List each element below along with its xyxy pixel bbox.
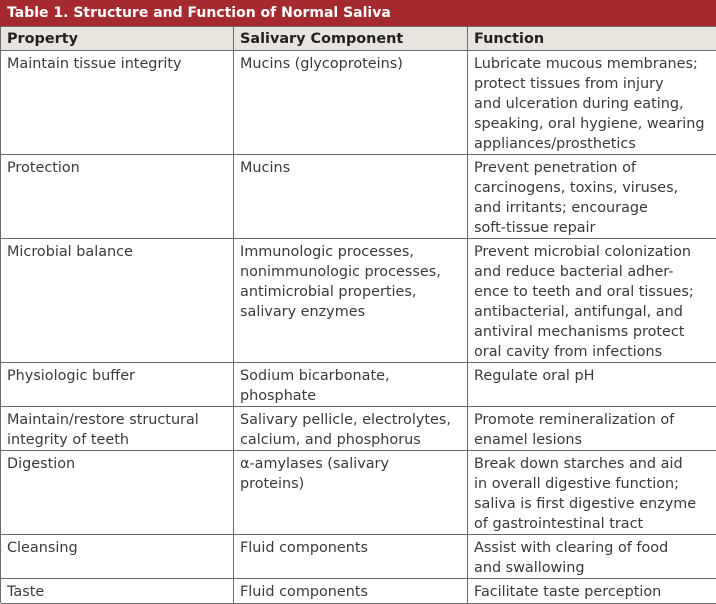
table-cell: Facilitate taste perception (468, 579, 716, 604)
table-cell: Prevent microbial colonization and reduce bacterial adher- ence to teeth and oral tissues; antibacterial, antifungal, and antiviral mechanisms protect oral cavity from infections (468, 239, 716, 363)
table-cell: Break down starches and aid in overall digestive function; saliva is first digestive enzyme of gastrointestinal tract (468, 451, 716, 535)
table-cell: Prevent penetration of carcinogens, toxins, viruses, and irritants; encourage soft-tissue repair (468, 155, 716, 239)
table-cell: Immunologic processes, nonimmunologic processes, antimicrobial properties, salivary enzymes (234, 239, 468, 363)
table-cell: Sodium bicarbonate, phosphate (234, 363, 468, 407)
table-cell: Protection (1, 155, 234, 239)
table-cell: Fluid components (234, 579, 468, 604)
table-cell: Maintain/restore structural integrity of teeth (1, 407, 234, 451)
table-cell: Regulate oral pH (468, 363, 716, 407)
table-cell: Digestion (1, 451, 234, 535)
table-cell: Lubricate mucous membranes; protect tissues from injury and ulceration during eating, speaking, oral hygiene, wearing appliances/prosthetics (468, 51, 716, 155)
table-cell: Mucins (234, 155, 468, 239)
header-property: Property (1, 27, 234, 51)
table-title: Table 1. Structure and Function of Normal Saliva (0, 0, 716, 26)
table-grid (0, 26, 716, 603)
table-cell: Assist with clearing of food and swallowing (468, 535, 716, 579)
table-cell: Salivary pellicle, electrolytes, calcium, and phosphorus (234, 407, 468, 451)
table-cell: Physiologic buffer (1, 363, 234, 407)
table-cell: Cleansing (1, 535, 234, 579)
table-cell: Maintain tissue integrity (1, 51, 234, 155)
table-cell: Mucins (glycoproteins) (234, 51, 468, 155)
table-cell: Microbial balance (1, 239, 234, 363)
header-function: Function (468, 27, 716, 51)
table-cell: Taste (1, 579, 234, 604)
table-cell: α-amylases (salivary proteins) (234, 451, 468, 535)
header-salivary-component: Salivary Component (234, 27, 468, 51)
table-cell: Fluid components (234, 535, 468, 579)
table-cell: Promote remineralization of enamel lesions (468, 407, 716, 451)
